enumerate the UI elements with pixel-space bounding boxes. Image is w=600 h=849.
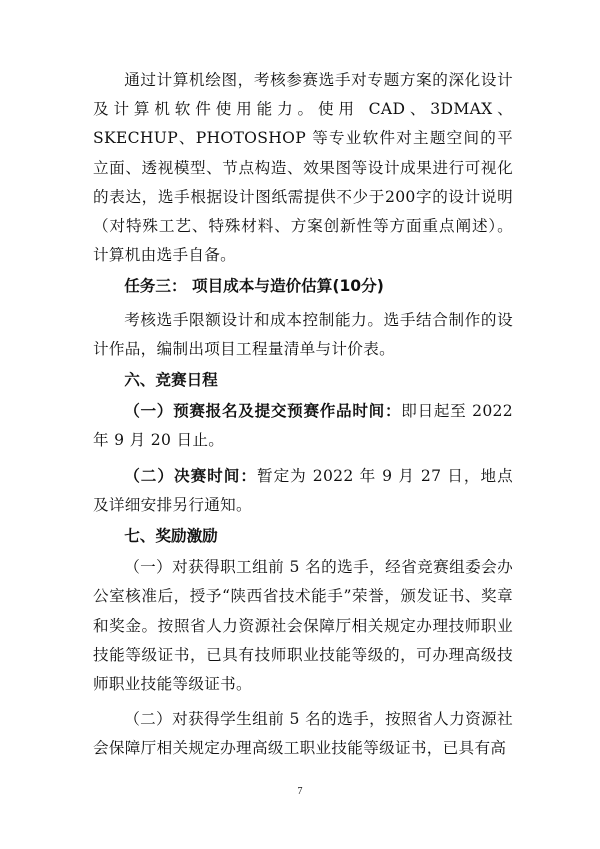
section-six-heading: 六、竞赛日程 [124,371,218,390]
page-body [93,66,513,764]
reward-item-2: （二）对获得学生组前 5 名的选手，按照省人力资源社会保障厅相关规定办理高级工职业技能等级证书，已具有高 [93,710,513,758]
schedule-item-1 [93,397,513,455]
paragraph-cost-estimation: 考核选手限额设计和成本控制能力。选手结合制作的设计作品，编制出项目工程量清单与计价表。 [93,310,513,358]
schedule-item-2 [93,462,513,520]
section-seven-heading: 七、奖励激励 [124,527,218,546]
page-number: 7 [297,786,303,797]
paragraph-computer-drawing: 通过计算机绘图，考核参赛选手对专题方案的深化设计及计算机软件使用能力。使用 CAD、3DMAX、SKECHUP、PHOTOSHOP 等专业软件对主题空间的平立面、透视模型、节点构造、效果图等设计成果进行可视化的表达，选手根据设计图纸需提供不少于200字的设计说明（对特殊工艺、特殊材料、方案创新性等方面重点阐述）。计算机由选手自备。 [93,71,513,265]
schedule-item-1-text: 即日起至 2022 年 9 月 20 日止。 [93,402,514,450]
schedule-item-2-text: 暂定为 2022 年 9 月 27 日，地点及详细安排另行通知。 [93,466,513,514]
reward-item-1: （一）对获得职工组前 5 名的选手，经省竞赛组委会办公室核准后，授予“陕西省技术能手”荣誉，颁发证书、奖章和奖金。按照省人力资源社会保障厅相关规定办理技师职业技能等级证书，已具有技师职业技能等级的，可办理高级技师职业技能等级证书。 [93,558,513,694]
task-three-heading: 任务三： 项目成本与造价估算(10分) [124,277,384,296]
schedule-item-1-lead: （一）预赛报名及提交预赛作品时间： [124,402,402,421]
schedule-item-2-lead: （二）决赛时间： [124,466,257,485]
